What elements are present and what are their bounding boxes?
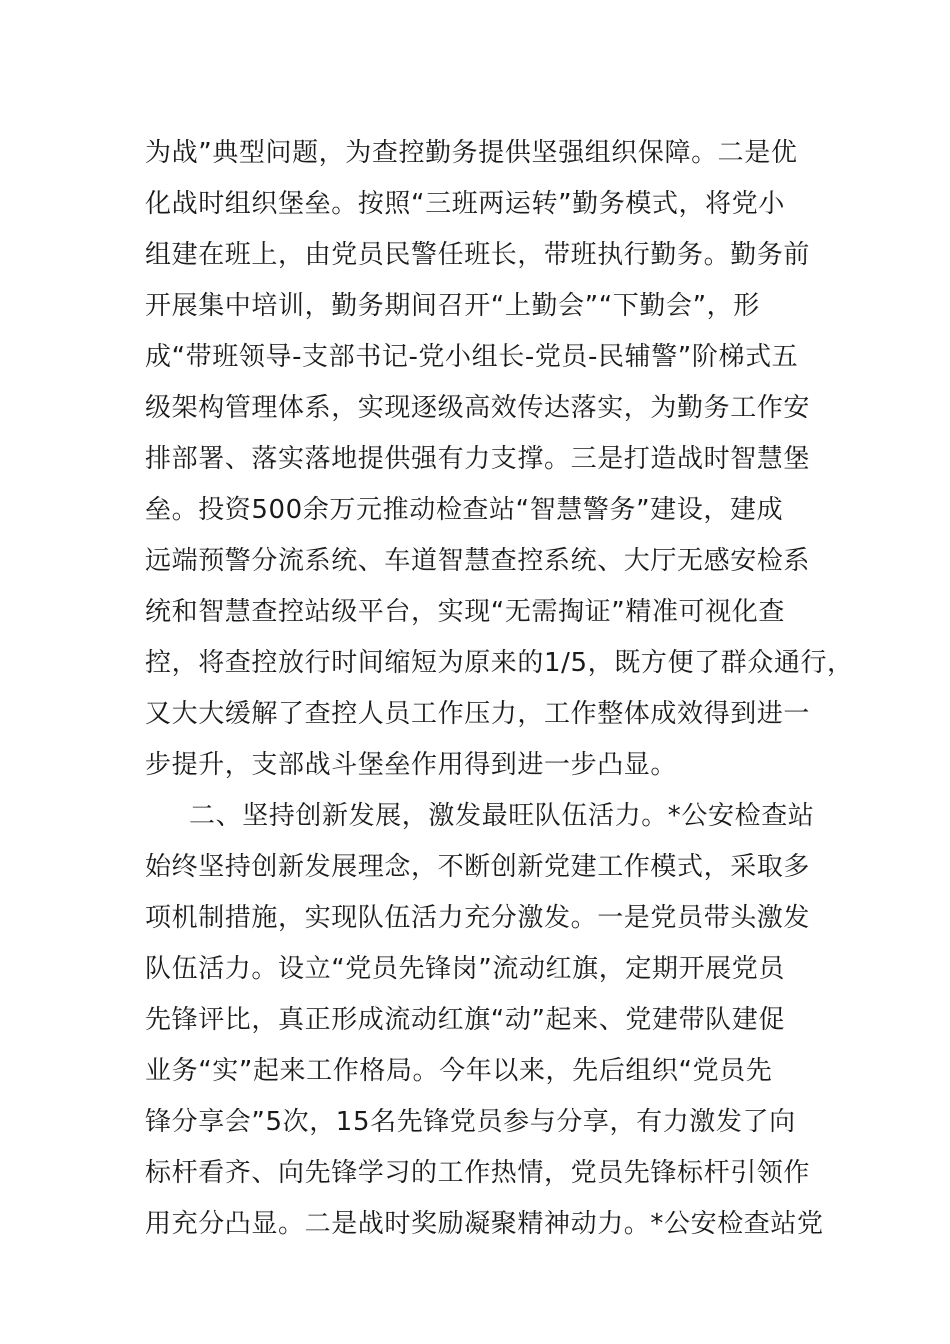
text-line: 项机制措施，实现队伍活力充分激发。一是党员带头激发 — [145, 903, 811, 933]
text-line: 用充分凸显。二是战时奖励凝聚精神动力。*公安检查站党 — [145, 1209, 824, 1239]
text-line: 开展集中培训，勤务期间召开“上勤会”“下勤会”，形 — [145, 291, 760, 321]
text-line: 步提升，支部战斗堡垒作用得到进一步凸显。 — [145, 750, 678, 780]
text-line: 又大大缓解了查控人员工作压力，工作整体成效得到进一 — [145, 699, 811, 729]
text-line: 为战”典型问题，为查控勤务提供坚强组织保障。二是优 — [145, 138, 798, 168]
section-heading-line: 二、坚持创新发展，激发最旺队伍活力。*公安检查站 — [189, 801, 815, 831]
text-line: 化战时组织堡垒。按照“三班两运转”勤务模式，将党小 — [145, 189, 785, 219]
text-line: 标杆看齐、向先锋学习的工作热情，党员先锋标杆引领作 — [145, 1158, 811, 1188]
text-line: 始终坚持创新发展理念，不断创新党建工作模式，采取多 — [145, 852, 811, 882]
text-line: 排部署、落实落地提供强有力支撑。三是打造战时智慧堡 — [145, 444, 811, 474]
body-text — [145, 128, 854, 1250]
text-line: 统和智慧查控站级平台，实现“无需掏证”精准可视化查 — [145, 597, 785, 627]
text-line: 控，将查控放行时间缩短为原来的1/5，既方便了群众通行， — [145, 648, 854, 678]
text-line: 队伍活力。设立“党员先锋岗”流动红旗，定期开展党员 — [145, 954, 785, 984]
text-line: 级架构管理体系，实现逐级高效传达落实，为勤务工作安 — [145, 393, 811, 423]
text-line: 成“带班领导-支部书记-党小组长-党员-民辅警”阶梯式五 — [145, 342, 799, 372]
text-line: 远端预警分流系统、车道智慧查控系统、大厅无感安检系 — [145, 546, 811, 576]
text-line: 组建在班上，由党员民警任班长，带班执行勤务。勤务前 — [145, 240, 811, 270]
text-line: 垒。投资500余万元推动检查站“智慧警务”建设，建成 — [145, 495, 784, 525]
text-line: 先锋评比，真正形成流动红旗“动”起来、党建带队建促 — [145, 1005, 785, 1035]
text-line: 业务“实”起来工作格局。今年以来，先后组织“党员先 — [145, 1056, 773, 1086]
text-line: 锋分享会”5次，15名先锋党员参与分享，有力激发了向 — [145, 1107, 796, 1137]
